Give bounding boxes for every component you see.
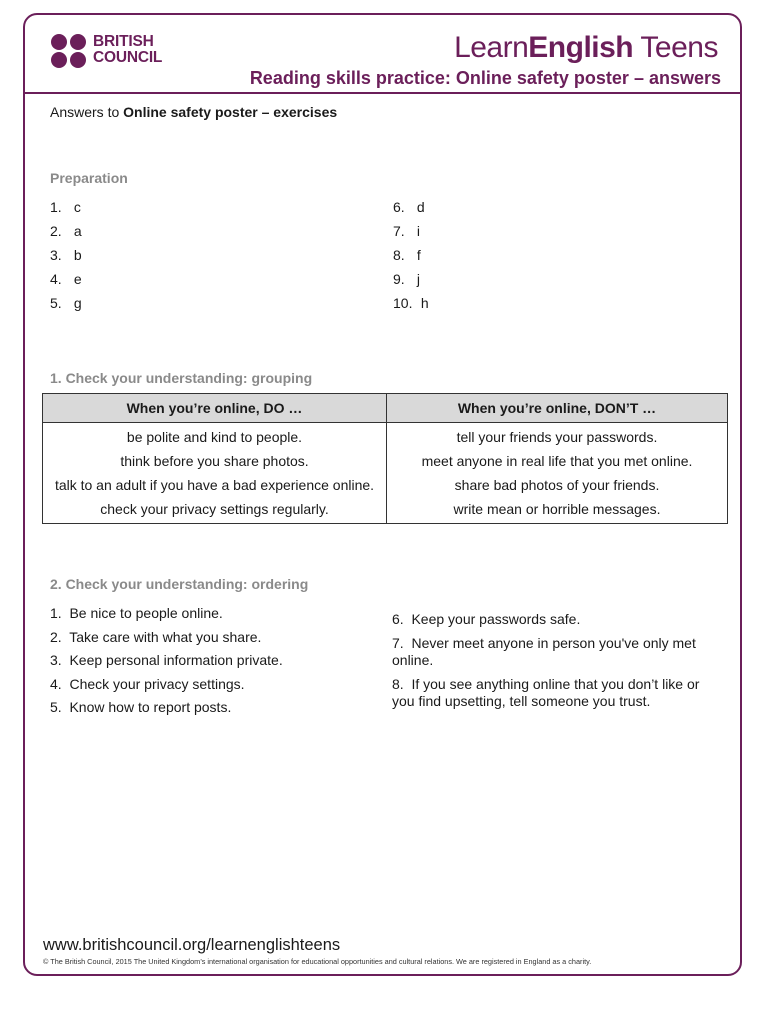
list-item: 5. Know how to report posts. [50, 699, 232, 715]
learnenglish-teens-logo [454, 31, 718, 65]
cell-do: be polite and kind to people. [43, 423, 387, 450]
intro-prefix: Answers to [50, 104, 124, 120]
list-item: 1. c [50, 199, 81, 215]
table-row [43, 497, 728, 524]
list-item: 9. j [393, 271, 421, 287]
list-item: 2. a [50, 223, 82, 239]
logo-dots-icon [50, 33, 88, 69]
list-item: 6. d [393, 199, 425, 215]
table-row [43, 423, 728, 450]
preparation-answers-left [50, 199, 82, 319]
cell-dont: meet anyone in real life that you met online. [387, 449, 728, 473]
cell-dont: write mean or horrible messages. [387, 497, 728, 524]
cell-do: talk to an adult if you have a bad experience online. [43, 473, 387, 497]
logo-english: English [528, 31, 634, 64]
list-item: 6. Keep your passwords safe. [392, 611, 581, 627]
logo-learn: Learn [454, 31, 529, 64]
intro-line [50, 104, 337, 120]
table-row [43, 449, 728, 473]
list-item: 5. g [50, 295, 82, 311]
list-item: 4. Check your privacy settings. [50, 675, 245, 692]
ordering-heading: 2. Check your understanding: ordering [50, 576, 309, 592]
footer-legal: © The British Council, 2015 The United Kingdom’s international organisation for educational opportunities and cultural relations. We are registered in England as a charity. [43, 957, 592, 966]
cell-dont: tell your friends your passwords. [387, 423, 728, 450]
list-item: 3. Keep personal information private. [50, 652, 283, 668]
list-item: 3. b [50, 247, 82, 263]
cell-dont: share bad photos of your friends. [387, 473, 728, 497]
list-item: 4. e [50, 271, 82, 287]
cell-do: check your privacy settings regularly. [43, 497, 387, 524]
preparation-answers-right [393, 199, 429, 319]
list-item: 7. i [393, 223, 421, 239]
list-item: 10. h [393, 295, 429, 311]
footer-url[interactable]: www.britishcouncil.org/learnenglishteens [43, 936, 341, 954]
logo-teens: Teens [633, 31, 718, 64]
british-council-logo [50, 33, 180, 69]
column-header-dont: When you’re online, DON’T … [387, 394, 728, 423]
list-item: 8. If you see anything online that you don’t like or you find upsetting, tell someone you trust. [392, 676, 700, 709]
column-header-do: When you’re online, DO … [43, 394, 387, 423]
grouping-heading: 1. Check your understanding: grouping [50, 370, 313, 386]
document-title: Reading skills practice: Online safety poster – answers [249, 68, 721, 88]
list-item: 7. Never meet anyone in person you've only met online. [392, 635, 696, 668]
intro-bold: Online safety poster – exercises [123, 104, 338, 120]
grouping-table [42, 393, 728, 524]
ordering-list-left [50, 605, 283, 723]
list-item: 1. Be nice to people online. [50, 605, 223, 621]
list-item: 8. f [393, 247, 421, 263]
ordering-list-right [392, 611, 722, 717]
header-divider [25, 92, 742, 94]
org-name: BRITISH COUNCIL [93, 33, 163, 66]
cell-do: think before you share photos. [43, 449, 387, 473]
preparation-heading: Preparation [50, 170, 128, 186]
table-row [43, 473, 728, 497]
list-item: 2. Take care with what you share. [50, 628, 262, 645]
